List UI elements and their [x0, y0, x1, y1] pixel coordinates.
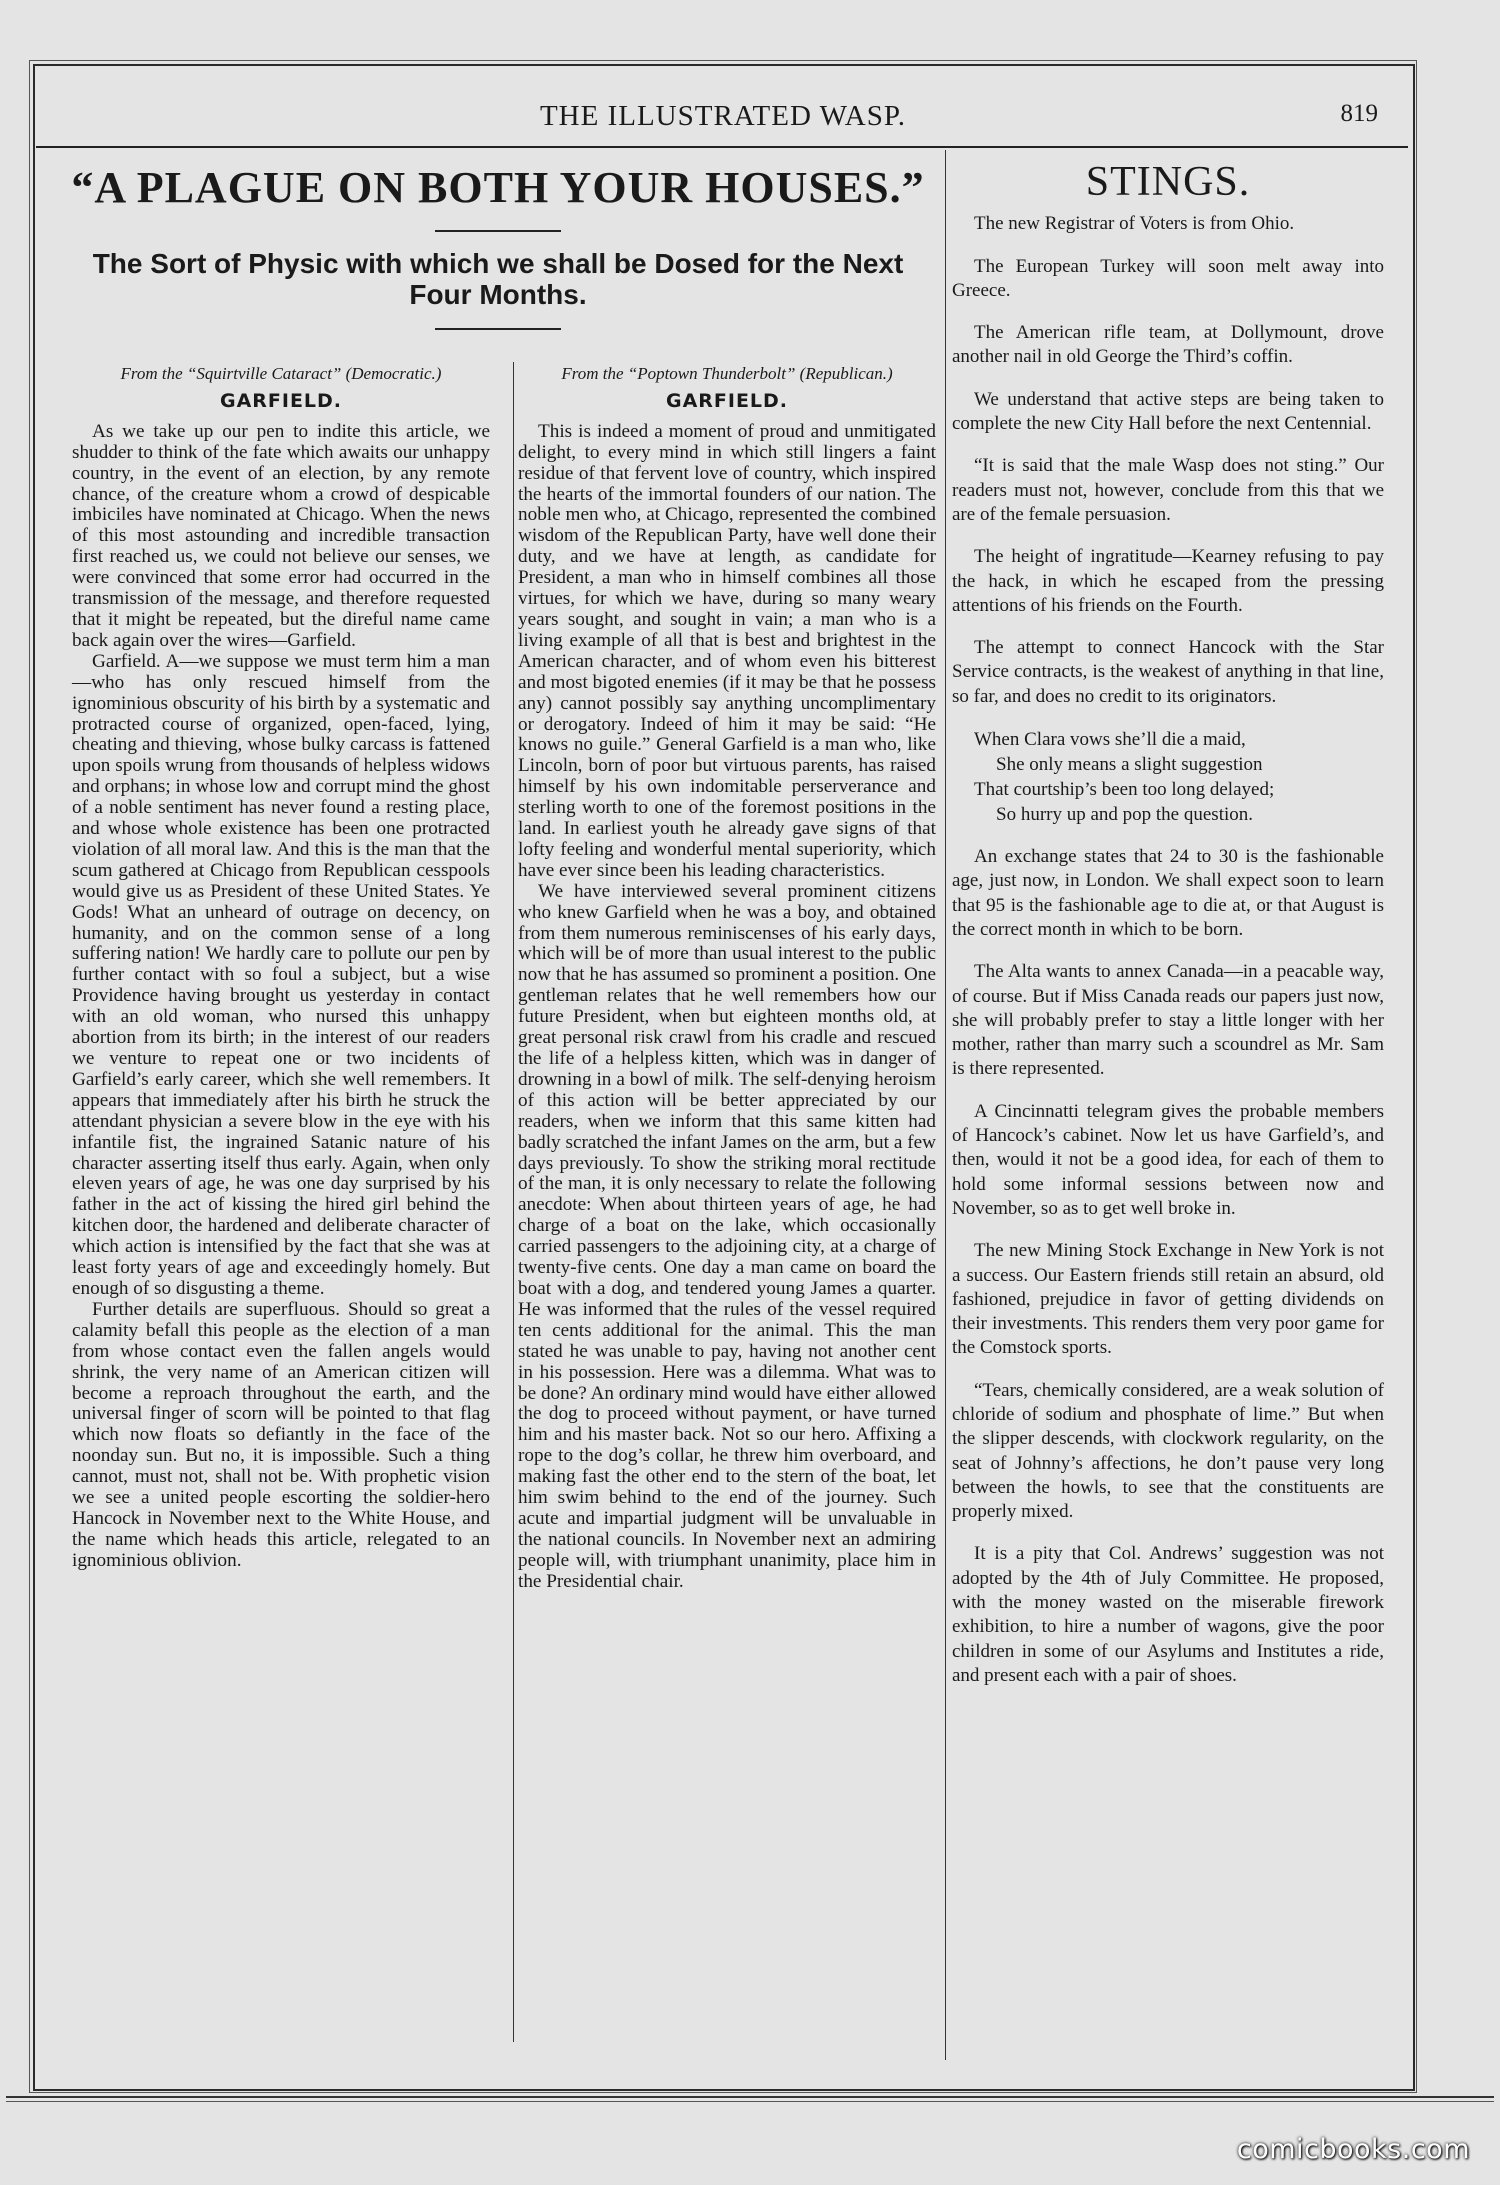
verse-line: She only means a slight suggestion [996, 754, 1263, 776]
sting-item: The new Mining Stock Exchange in New York is not a success. Our Eastern friends still retain an absurd, old fashioned, prejudice in favor of getting dividends on their investments. This renders them very poor game for the Comstock sports. [952, 1240, 1384, 1359]
article-title: “A PLAGUE ON BOTH YOUR HOUSES.” [71, 163, 925, 212]
article-column-divider [513, 362, 514, 2042]
paragraph: Further details are superfluous. Should so great a calamity befall this people as the election of a man from whose contact even the fallen angels would shrink, the very name of an American citizen will become a reproach throughout the earth, and the universal finger of scorn will be pointed to that flag which now floats so defiantly in the face of the noonday sun. But no, it is impossible. Such a thing cannot, must not, shall not be. With prophetic vision we see a united people escorting the soldier-hero Hancock in November next to the White House, and the name which heads this article, relegated to an ignominious oblivion. [72, 1298, 490, 1571]
democratic-column [72, 364, 490, 1572]
bottom-rule [6, 2096, 1494, 2098]
sting-item: “Tears, chemically considered, are a weak solution of chloride of sodium and phosphate of lime.” But when the slipper descends, with clockwork regularity, on the seat of Johnny’s affections, he don’t pause very long between the howls, to see that the constituents are properly mixed. [952, 1379, 1384, 1523]
column-source: From the “Poptown Thunderbolt” (Republican.) [561, 364, 893, 383]
sting-item: A Cincinnatti telegram gives the probable members of Hancock’s cabinet. Now let us have Garfield’s, and then, would it not be a good idea, for each of them to hold some informal sessions between now and November, so as to get well broke in. [952, 1100, 1384, 1219]
page-number: 819 [1340, 100, 1378, 127]
bottom-rule-thin [6, 2101, 1494, 2102]
paragraph: We have interviewed several prominent citizens who knew Garfield when he was a boy, and obtained from them numerous reminiscenses of his early days, which will be of more than usual interest to the public now that he has assumed so prominent a position. One gentleman relates that he well remembers how our future President, when but eighteen months old, at great personal risk crawl from his cradle and rescued the life of a helpless kitten, which was in danger of drowning in a bowl of milk. The self-denying heroism of this action will be better appreciated by our readers, when we inform that this same kitten had badly scratched the infant James on the arm, but a few days previously. To show the striking moral rectitude of the man, it is only necessary to relate the following anecdote: When about thirteen years of age, he had charge of a boat on the lake, which occasionally carried passengers to the adjoining city, at a charge of twenty-five cents. One day a man came on board the boat with a dog, and tendered young James a quarter. He was informed that the rules of the vessel required ten cents additional for the animal. This the man stated he was unable to pay, having not another cent in his possession. Here was a dilemma. What was to be done? An ordinary mind would have either allowed the dog to proceed without payment, or have turned him and his master back. Not so our hero. Affixing a rope to the dog’s collar, he threw him overboard, and making fast the other end to the stern of the boat, let him swim behind to the end of the journey. Such acute and impartial judgment will be unvaluable in the national councils. In November next an admiring people will, with triumphant unanimity, place him in the Presidential chair. [518, 880, 936, 1592]
sting-item: An exchange states that 24 to 30 is the fashionable age, just now, in London. We shall expect soon to learn that 95 is the fashionable age to die at, or that August is the correct month in which to be born. [952, 846, 1384, 940]
sting-item: It is a pity that Col. Andrews’ suggestion was not adopted by the 4th of July Committee. He proposed, with the money wasted on the miserable firework exhibition, to hire a number of wagons, give the poor children in some of our Asylums and Institutes a ride, and present each with a pair of shoes. [952, 1543, 1384, 1686]
watermark: comicbooks.com [1236, 2134, 1470, 2165]
stings-column [952, 159, 1384, 1706]
paragraph: This is indeed a moment of proud and unmitigated delight, to every mind in which still lingers a faint residue of that fervent love of country, which inspired the hearts of the immortal founders of our nation. The noble men who, at Chicago, represented the combined wisdom of the Republican Party, have well done their duty, and we have at length, as candidate for President, a man who in himself combines all those virtues, for which we have, during so many weary years sought, and sought in vain; a man who is a living example of all that is best and brightest in the American character, and of whom even his bitterest and most bigoted enemies (if it may be that he possess any) cannot possibly say anything uncomplimentary or derogatory. Indeed of him it may be said: “He knows no guile.” General Garfield is a man who, like Lincoln, born of poor but virtuous parents, has raised himself by his own indomitable perserverance and sterling worth to one of the foremost positions in the land. In earliest youth he already gave signs of that lofty feeling and wonderful mental superiority, which have ever since been his leading characteristics. [518, 420, 936, 881]
verse-line: That courtship’s been too long delayed; [974, 779, 1275, 801]
sting-item: The new Registrar of Voters is from Ohio. [974, 213, 1295, 235]
magazine-title: THE ILLUSTRATED WASP. [539, 100, 907, 132]
republican-column [518, 364, 936, 1593]
column-heading: GARFIELD. [665, 389, 789, 412]
running-head [36, 96, 1410, 136]
column-heading: GARFIELD. [219, 389, 343, 412]
column-divider [945, 150, 946, 2060]
sting-item: The European Turkey will soon melt away into Greece. [952, 255, 1384, 301]
subtitle-rule [435, 328, 561, 330]
paragraph: Garfield. A—we suppose we must term him a man—who has only rescued himself from the ignominious obscurity of his birth by a systematic and protracted course of organized, open-faced, lying, cheating and thieving, whose bulky carcass is fattened upon spoils wrung from thousands of helpless widows and orphans; in whose low and corrupt mind the ghost of a noble sentiment has never found a resting place, and whose whole existence has been one protracted violation of all moral law. And this is the man that the scum gathered at Chicago from Republican cesspools would give us as President of these United States. Ye Gods! What an unheard of outrage on decency, on humanity, and on the common sense of a long suffering nation! We hardly care to pollute our pen by further contact with so foul a subject, but a wise Providence having brought us yesterday in contact with an old woman, who nursed this unhappy abortion from its birth; in the interest of our readers we venture to repeat one or two incidents of Garfield’s early career, which she well remembers. It appears that immediately after his birth he struck the attendant physician a severe blow in the eye with his infantile fist, the ingrained Satanic nature of his character asserting itself thus early. Again, when only eleven years of age, he was one day surprised by his father in the act of kissing the hired girl behind the kitchen door, the hardened and deliberate character of which action is intensified by the fact that she was at least forty years of age and exceedingly homely. But enough of so disgusting a theme. [72, 650, 490, 1299]
header-rule [36, 146, 1408, 148]
verse-line: So hurry up and pop the question. [996, 804, 1254, 826]
sting-item: The Alta wants to annex Canada—in a peacable way, of course. But if Miss Canada reads our papers just now, she will probably prefer to stay a little longer with her mother, rather than marry such a scoundrel as Mr. Sam is there represented. [952, 961, 1384, 1080]
article-subtitle: The Sort of Physic with which we shall be Dosed for the Next Four Months. [92, 248, 904, 310]
paragraph: As we take up our pen to indite this article, we shudder to think of the fate which awaits our unhappy country, in the event of an election, by any remote chance, of the creature whom a crowd of despicable imbiciles have nominated at Chicago. When the news of this most astounding and incredible transaction first reached us, we could not believe our senses, we were convinced that some error had occurred in the transmission of the message, and therefore requested that it might be repeated, but the direful name came back again over the wires—Garfield. [72, 420, 490, 651]
verse-line: When Clara vows she’ll die a maid, [974, 729, 1246, 751]
sting-item: We understand that active steps are being taken to complete the new City Hall before the next Centennial. [952, 388, 1384, 435]
sting-item: “It is said that the male Wasp does not sting.” Our readers must not, however, conclude from this that we are of the female persuasion. [952, 455, 1384, 525]
sting-item: The height of ingratitude—Kearney refusing to pay the hack, in which he escaped from the pressing attentions of his friends on the Fourth. [952, 546, 1384, 616]
verse [974, 727, 1384, 827]
title-rule [435, 230, 561, 232]
column-source: From the “Squirtville Cataract” (Democratic.) [120, 364, 442, 383]
stings-title: STINGS. [1085, 159, 1251, 205]
sting-item: The American rifle team, at Dollymount, drove another nail in old George the Third’s coffin. [952, 322, 1384, 368]
sting-item: The attempt to connect Hancock with the Star Service contracts, is the weakest of anything in that line, so far, and does no credit to its originators. [952, 637, 1384, 707]
article-header [58, 160, 938, 330]
